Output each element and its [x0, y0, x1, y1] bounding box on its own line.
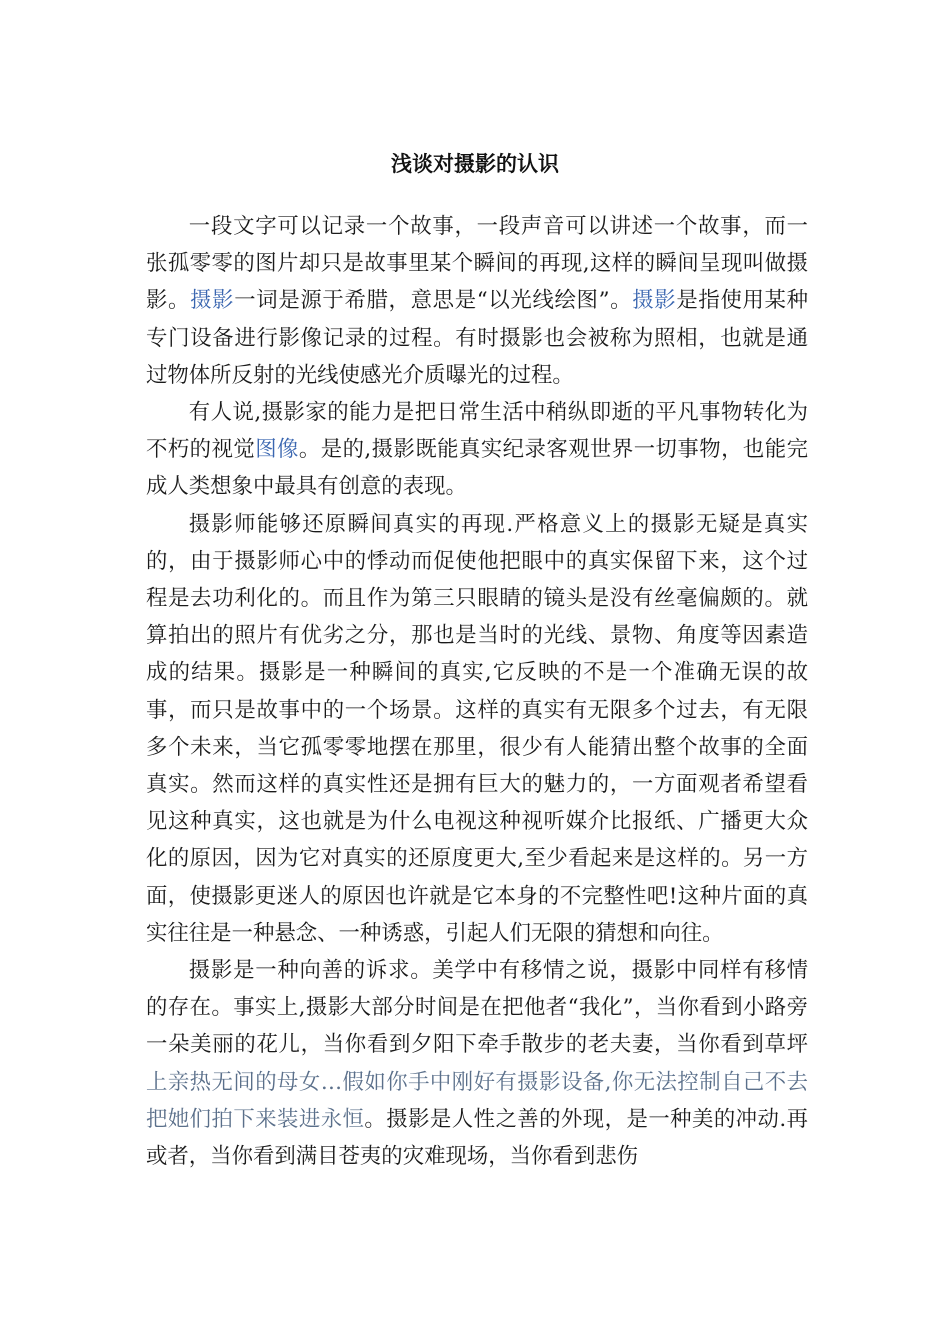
link-image[interactable]: 图像 [255, 437, 299, 463]
document-title: 浅谈对摄影的认识 [391, 151, 559, 176]
paragraph-3 [146, 506, 808, 952]
text-run: 有人说,摄影家的能力是把日常生活中稍纵即逝的平凡事物转化为不朽的视觉 [146, 400, 808, 463]
paragraph-4 [146, 952, 808, 1175]
link-photography[interactable]: 摄影 [190, 288, 235, 314]
paragraph-1 [146, 208, 808, 394]
text-run: 一段文字可以记录一个故事，一段声音可以讲述一个故事，而一张孤零零的图片却只是故事里某个瞬间的再现,这样的瞬间呈现叫做摄影。 [146, 214, 808, 314]
text-run: 一词是源于希腊，意思是“以光线绘图”。 [234, 288, 633, 314]
text-run: 摄影师能够还原瞬间真实的再现.严格意义上的摄影无疑是真实的，由于摄影师心中的悸动而促使他把眼中的真实保留下来，这个过程是去功利化的。而且作为第三只眼睛的镜头是没有丝毫偏颇的。就算拍出的照片有优劣之分，那也是当时的光线、景物、角度等因素造成的结果。摄影是一种瞬间的真实,它反映的不是一个准确无误的故事，而只是故事中的一个场景。这样的真实有无限多个过去，有无限多个未来，当它孤零零地摆在那里，很少有人能猜出整个故事的全面真实。然而这样的真实性还是拥有巨大的魅力的，一方面观者希望看见这种真实，这也就是为什么电视这种视听媒介比报纸、广播更大众化的原因，因为它对真实的还原度更大,至少看起来是这样的。另一方面，使摄影更迷人的原因也许就是它本身的不完整性吧!这种片面的真实往往是一种悬念、一种诱惑，引起人们无限的猜想和向往。 [146, 511, 808, 946]
text-run: 。是的,摄影既能真实纪录客观世界一切事物，也能完成人类想象中最具有创意的表现。 [146, 437, 808, 500]
text-run: 。摄影是人性之善的外现，是一种美的冲动.再或者，当你看到满目苍夷的灾难现场，当你看到悲伤 [146, 1106, 808, 1170]
text-run-muted: 上亲热无间的母女…假如你手中刚好有摄影设备,你无法控制自己不去把她们拍下来装进永恒 [146, 1069, 808, 1132]
document-body [146, 208, 808, 1175]
link-photography[interactable]: 摄影 [632, 288, 677, 314]
text-run: 摄影是一种向善的诉求。美学中有移情之说，摄影中同样有移情的存在。事实上,摄影大部分时间是在把他者“我化”，当你看到小路旁一朵美丽的花儿，当你看到夕阳下牵手散步的老夫妻，当你看到草坪 [146, 958, 808, 1058]
paragraph-2 [146, 394, 808, 506]
text-run: 是指使用某种专门设备进行影像记录的过程。有时摄影也会被称为照相，也就是通过物体所反射的光线使感光介质曝光的过程。 [146, 288, 808, 388]
